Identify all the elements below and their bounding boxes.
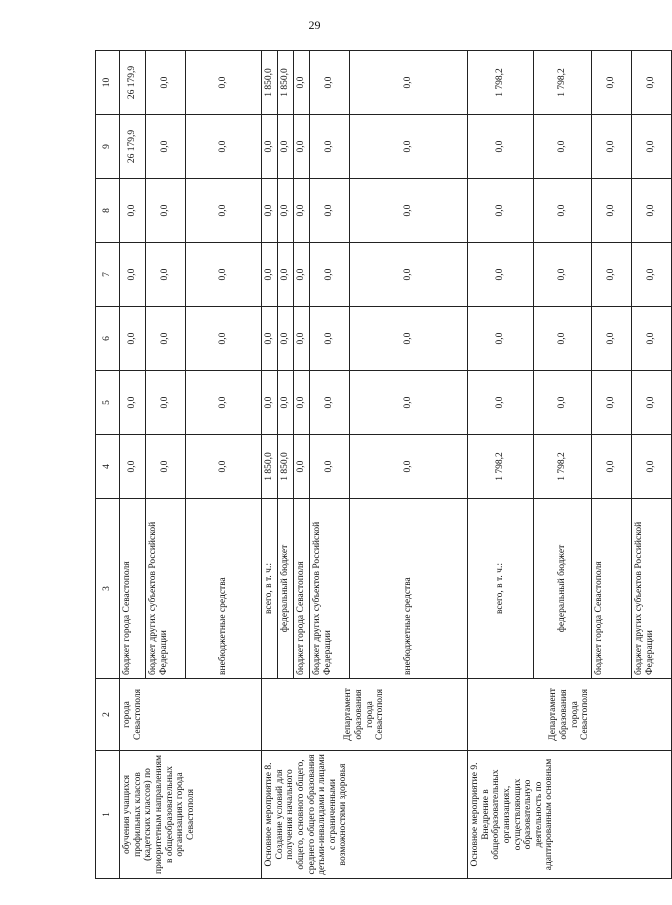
value-cell: 0,0 <box>262 179 278 243</box>
value-cell: 0,0 <box>294 435 310 499</box>
value-cell: 0,0 <box>186 51 262 115</box>
value-cell: 0,0 <box>186 307 262 371</box>
value-cell: 1 850,0 <box>278 435 294 499</box>
table-row <box>468 51 534 879</box>
value-cell: 0,0 <box>186 243 262 307</box>
value-cell: 0,0 <box>534 307 592 371</box>
value-cell: 0,0 <box>146 307 186 371</box>
value-cell: 0,0 <box>294 51 310 115</box>
measure-name-cell: Основное мероприятие 9. Внедрение в общеобразовательных организациях, осуществляющих образовательную деятельность по адаптированным основным <box>468 751 672 879</box>
value-cell: 0,0 <box>120 435 146 499</box>
value-cell: 0,0 <box>592 371 632 435</box>
value-cell: 0,0 <box>468 115 534 179</box>
executor-cell: Департамент образования города Севастополя <box>468 679 672 751</box>
value-cell: 0,0 <box>294 243 310 307</box>
column-header: 10 <box>96 51 120 115</box>
measure-name-cell: обучения учащихся профильных классов (кадетских классов) по приоритетным направлениям в общеобразовательных организациях города Севастополя <box>120 751 262 879</box>
value-cell: 0,0 <box>278 115 294 179</box>
value-cell: 0,0 <box>278 371 294 435</box>
table-row <box>120 51 146 879</box>
column-header: 1 <box>96 751 120 879</box>
value-cell: 0,0 <box>278 179 294 243</box>
value-cell: 0,0 <box>120 179 146 243</box>
funding-source-cell: всего, в т. ч.: <box>468 499 534 679</box>
value-cell: 1 850,0 <box>278 51 294 115</box>
column-header: 7 <box>96 243 120 307</box>
value-cell: 0,0 <box>592 51 632 115</box>
value-cell: 0,0 <box>632 51 672 115</box>
value-cell: 0,0 <box>146 179 186 243</box>
value-cell: 0,0 <box>632 371 672 435</box>
value-cell: 0,0 <box>146 435 186 499</box>
value-cell: 0,0 <box>632 179 672 243</box>
value-cell: 0,0 <box>350 435 468 499</box>
value-cell: 0,0 <box>186 115 262 179</box>
executor-cell: города Севастополя <box>120 679 262 751</box>
value-cell: 0,0 <box>120 243 146 307</box>
value-cell: 0,0 <box>534 243 592 307</box>
page-number: 29 <box>308 18 321 32</box>
column-header: 4 <box>96 435 120 499</box>
value-cell: 0,0 <box>310 435 350 499</box>
value-cell: 0,0 <box>632 435 672 499</box>
value-cell: 0,0 <box>632 243 672 307</box>
funding-source-cell: федеральный бюджет <box>534 499 592 679</box>
funding-source-cell: бюджет других субъектов Российской Федерации <box>310 499 350 679</box>
funding-source-cell: бюджет других субъектов Российской Федерации <box>632 499 672 679</box>
value-cell: 0,0 <box>146 243 186 307</box>
value-cell: 0,0 <box>262 371 278 435</box>
value-cell: 0,0 <box>294 307 310 371</box>
value-cell: 0,0 <box>592 307 632 371</box>
funding-source-cell: всего, в т. ч.: <box>262 499 278 679</box>
funding-source-cell: бюджет города Севастополя <box>294 499 310 679</box>
value-cell: 0,0 <box>592 115 632 179</box>
value-cell: 1 850,0 <box>262 51 278 115</box>
funding-source-cell: бюджет других субъектов Российской Федерации <box>146 499 186 679</box>
value-cell: 0,0 <box>310 307 350 371</box>
value-cell: 0,0 <box>294 115 310 179</box>
column-header: 5 <box>96 371 120 435</box>
header-row <box>96 51 120 879</box>
value-cell: 0,0 <box>310 51 350 115</box>
column-header: 2 <box>96 679 120 751</box>
value-cell: 0,0 <box>294 371 310 435</box>
value-cell: 0,0 <box>310 243 350 307</box>
value-cell: 0,0 <box>146 115 186 179</box>
value-cell: 0,0 <box>262 115 278 179</box>
value-cell: 1 798,2 <box>534 435 592 499</box>
table-row <box>262 51 278 879</box>
value-cell: 0,0 <box>262 243 278 307</box>
value-cell: 0,0 <box>534 371 592 435</box>
rotated-table-inner <box>95 51 657 879</box>
value-cell: 0,0 <box>350 243 468 307</box>
column-header: 6 <box>96 307 120 371</box>
value-cell: 0,0 <box>534 179 592 243</box>
value-cell: 0,0 <box>146 51 186 115</box>
value-cell: 0,0 <box>120 307 146 371</box>
value-cell: 0,0 <box>186 371 262 435</box>
value-cell: 0,0 <box>468 371 534 435</box>
value-cell: 0,0 <box>350 51 468 115</box>
value-cell: 0,0 <box>592 179 632 243</box>
value-cell: 0,0 <box>310 371 350 435</box>
value-cell: 0,0 <box>310 115 350 179</box>
value-cell: 0,0 <box>186 179 262 243</box>
value-cell: 1 798,2 <box>534 51 592 115</box>
value-cell: 0,0 <box>278 243 294 307</box>
value-cell: 0,0 <box>632 307 672 371</box>
budget-table <box>95 50 672 879</box>
column-header: 3 <box>96 499 120 679</box>
column-header: 9 <box>96 115 120 179</box>
executor-cell: Департамент образования города Севастополя <box>262 679 468 751</box>
value-cell: 0,0 <box>120 371 146 435</box>
value-cell: 0,0 <box>350 115 468 179</box>
funding-source-cell: внебюджетные средства <box>350 499 468 679</box>
value-cell: 0,0 <box>632 115 672 179</box>
value-cell: 26 179,9 <box>120 51 146 115</box>
value-cell: 0,0 <box>468 243 534 307</box>
funding-source-cell: бюджет города Севастополя <box>120 499 146 679</box>
funding-source-cell: федеральный бюджет <box>278 499 294 679</box>
value-cell: 0,0 <box>350 371 468 435</box>
funding-source-cell: внебюджетные средства <box>186 499 262 679</box>
value-cell: 0,0 <box>350 179 468 243</box>
value-cell: 1 850,0 <box>262 435 278 499</box>
value-cell: 1 798,2 <box>468 435 534 499</box>
value-cell: 0,0 <box>592 435 632 499</box>
value-cell: 1 798,2 <box>468 51 534 115</box>
value-cell: 0,0 <box>294 179 310 243</box>
column-header: 8 <box>96 179 120 243</box>
funding-source-cell: бюджет города Севастополя <box>592 499 632 679</box>
rotated-table-frame <box>95 51 657 879</box>
value-cell: 0,0 <box>534 115 592 179</box>
value-cell: 0,0 <box>350 307 468 371</box>
value-cell: 0,0 <box>592 243 632 307</box>
measure-name-cell: Основное мероприятие 8. Создание условий для получения начального общего, основного общего, среднего общего образования детьми-инвалидами и лицами с ограниченными возможностями здоровья <box>262 751 468 879</box>
value-cell: 26 179,9 <box>120 115 146 179</box>
value-cell: 0,0 <box>468 307 534 371</box>
value-cell: 0,0 <box>278 307 294 371</box>
value-cell: 0,0 <box>310 179 350 243</box>
value-cell: 0,0 <box>468 179 534 243</box>
value-cell: 0,0 <box>146 371 186 435</box>
value-cell: 0,0 <box>186 435 262 499</box>
value-cell: 0,0 <box>262 307 278 371</box>
